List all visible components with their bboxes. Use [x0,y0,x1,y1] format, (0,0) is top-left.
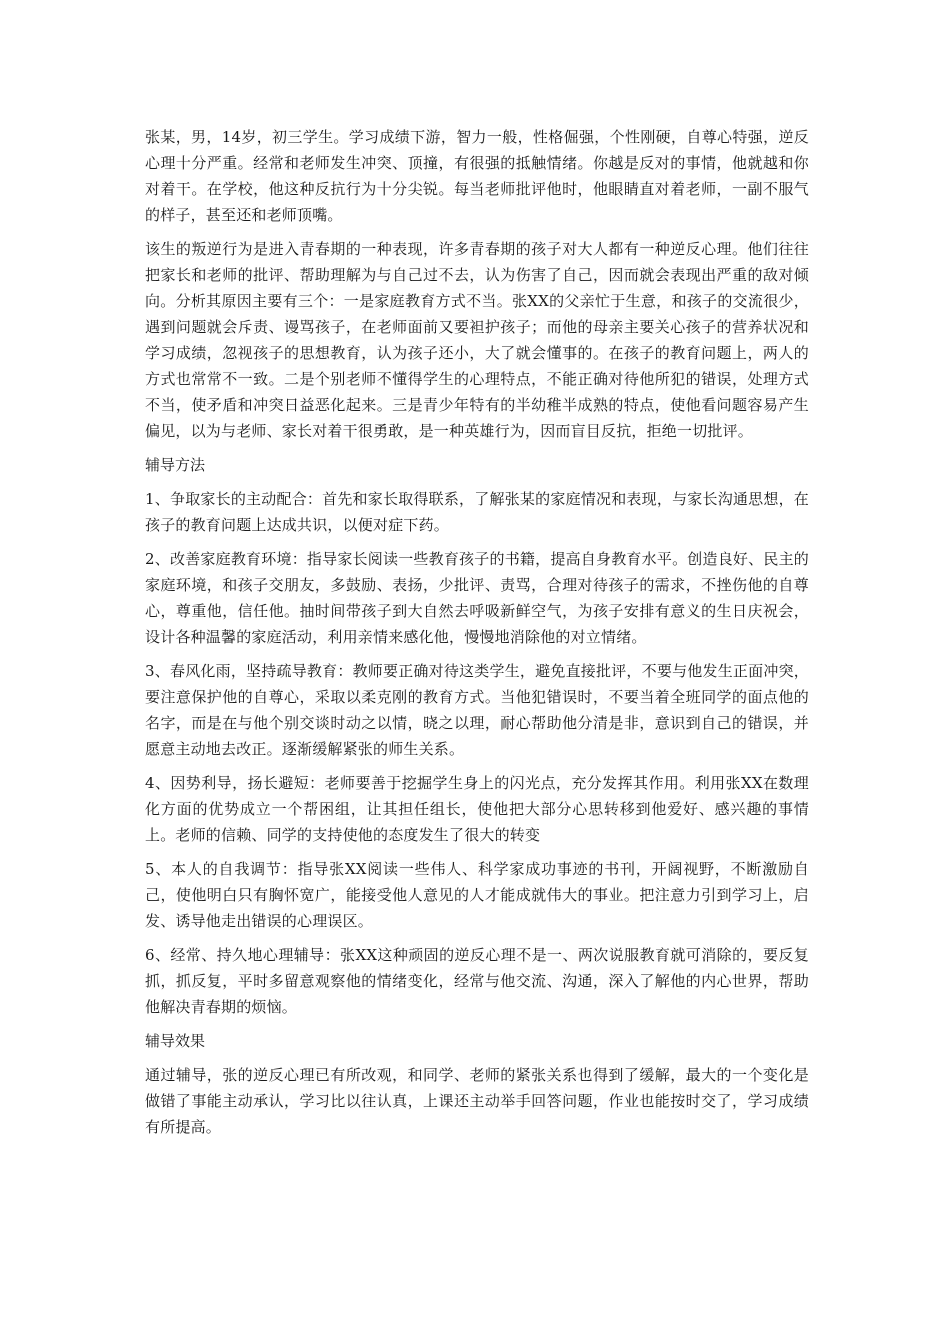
method-item-4: 4、因势利导，扬长避短：老师要善于挖掘学生身上的闪光点，充分发挥其作用。利用张XX在数理化方面的优势成立一个帮困组，让其担任组长，使他把大部分心思转移到他爱好、感兴趣的事情上。老师的信赖、同学的支持使他的态度发生了很大的转变 [145,774,809,844]
effects-paragraph: 通过辅导，张的逆反心理已有所改观，和同学、老师的紧张关系也得到了缓解，最大的一个变化是做错了事能主动承认，学习比以往认真，上课还主动举手回答问题，作业也能按时交了，学习成绩有所提高。 [145,1066,809,1136]
effects-heading: 辅导效果 [145,1032,206,1050]
method-item-1: 1、争取家长的主动配合：首先和家长取得联系，了解张某的家庭情况和表现，与家长沟通思想，在孩子的教育问题上达成共识，以便对症下药。 [145,490,809,534]
method-item-5: 5、本人的自我调节：指导张XX阅读一些伟人、科学家成功事迹的书刊，开阔视野，不断激励自己，使他明白只有胸怀宽广，能接受他人意见的人才能成就伟大的事业。把注意力引到学习上，启发、诱导他走出错误的心理误区。 [145,860,809,930]
method-item-2: 2、改善家庭教育环境：指导家长阅读一些教育孩子的书籍，提高自身教育水平。创造良好、民主的家庭环境，和孩子交朋友，多鼓励、表扬，少批评、责骂，合理对待孩子的需求，不挫伤他的自尊心，尊重他，信任他。抽时间带孩子到大自然去呼吸新鲜空气，为孩子安排有意义的生日庆祝会，设计各种温馨的家庭活动，利用亲情来感化他，慢慢地消除他的对立情绪。 [145,550,809,646]
document-body [145,124,809,1148]
method-item-3: 3、春风化雨，坚持疏导教育：教师要正确对待这类学生，避免直接批评，不要与他发生正面冲突，要注意保护他的自尊心，采取以柔克刚的教育方式。当他犯错误时，不要当着全班同学的面点他的名字，而是在与他个别交谈时动之以情，晓之以理，耐心帮助他分清是非，意识到自己的错误，并愿意主动地去改正。逐渐缓解紧张的师生关系。 [145,662,809,758]
methods-heading: 辅导方法 [145,456,206,474]
intro-paragraph: 张某，男，14岁，初三学生。学习成绩下游，智力一般，性格倔强，个性刚硬，自尊心特强，逆反心理十分严重。经常和老师发生冲突、顶撞，有很强的抵触情绪。你越是反对的事情，他就越和你对着干。在学校，他这种反抗行为十分尖锐。每当老师批评他时，他眼睛直对着老师，一副不服气的样子，甚至还和老师顶嘴。 [145,128,809,224]
analysis-paragraph: 该生的叛逆行为是进入青春期的一种表现，许多青春期的孩子对大人都有一种逆反心理。他们往往把家长和老师的批评、帮助理解为与自己过不去，认为伤害了自己，因而就会表现出严重的敌对倾向。分析其原因主要有三个：一是家庭教育方式不当。张XX的父亲忙于生意，和孩子的交流很少，遇到问题就会斥责、谩骂孩子，在老师面前又要袒护孩子；而他的母亲主要关心孩子的营养状况和学习成绩，忽视孩子的思想教育，认为孩子还小，大了就会懂事的。在孩子的教育问题上，两人的方式也常常不一致。二是个别老师不懂得学生的心理特点，不能正确对待他所犯的错误，处理方式不当，使矛盾和冲突日益恶化起来。三是青少年特有的半幼稚半成熟的特点，使他看问题容易产生偏见，以为与老师、家长对着干很勇敢，是一种英雄行为，因而盲目反抗，拒绝一切批评。 [145,240,809,440]
method-item-6: 6、经常、持久地心理辅导：张XX这种顽固的逆反心理不是一、两次说服教育就可消除的，要反复抓，抓反复，平时多留意观察他的情绪变化，经常与他交流、沟通，深入了解他的内心世界，帮助他解决青春期的烦恼。 [145,946,809,1016]
